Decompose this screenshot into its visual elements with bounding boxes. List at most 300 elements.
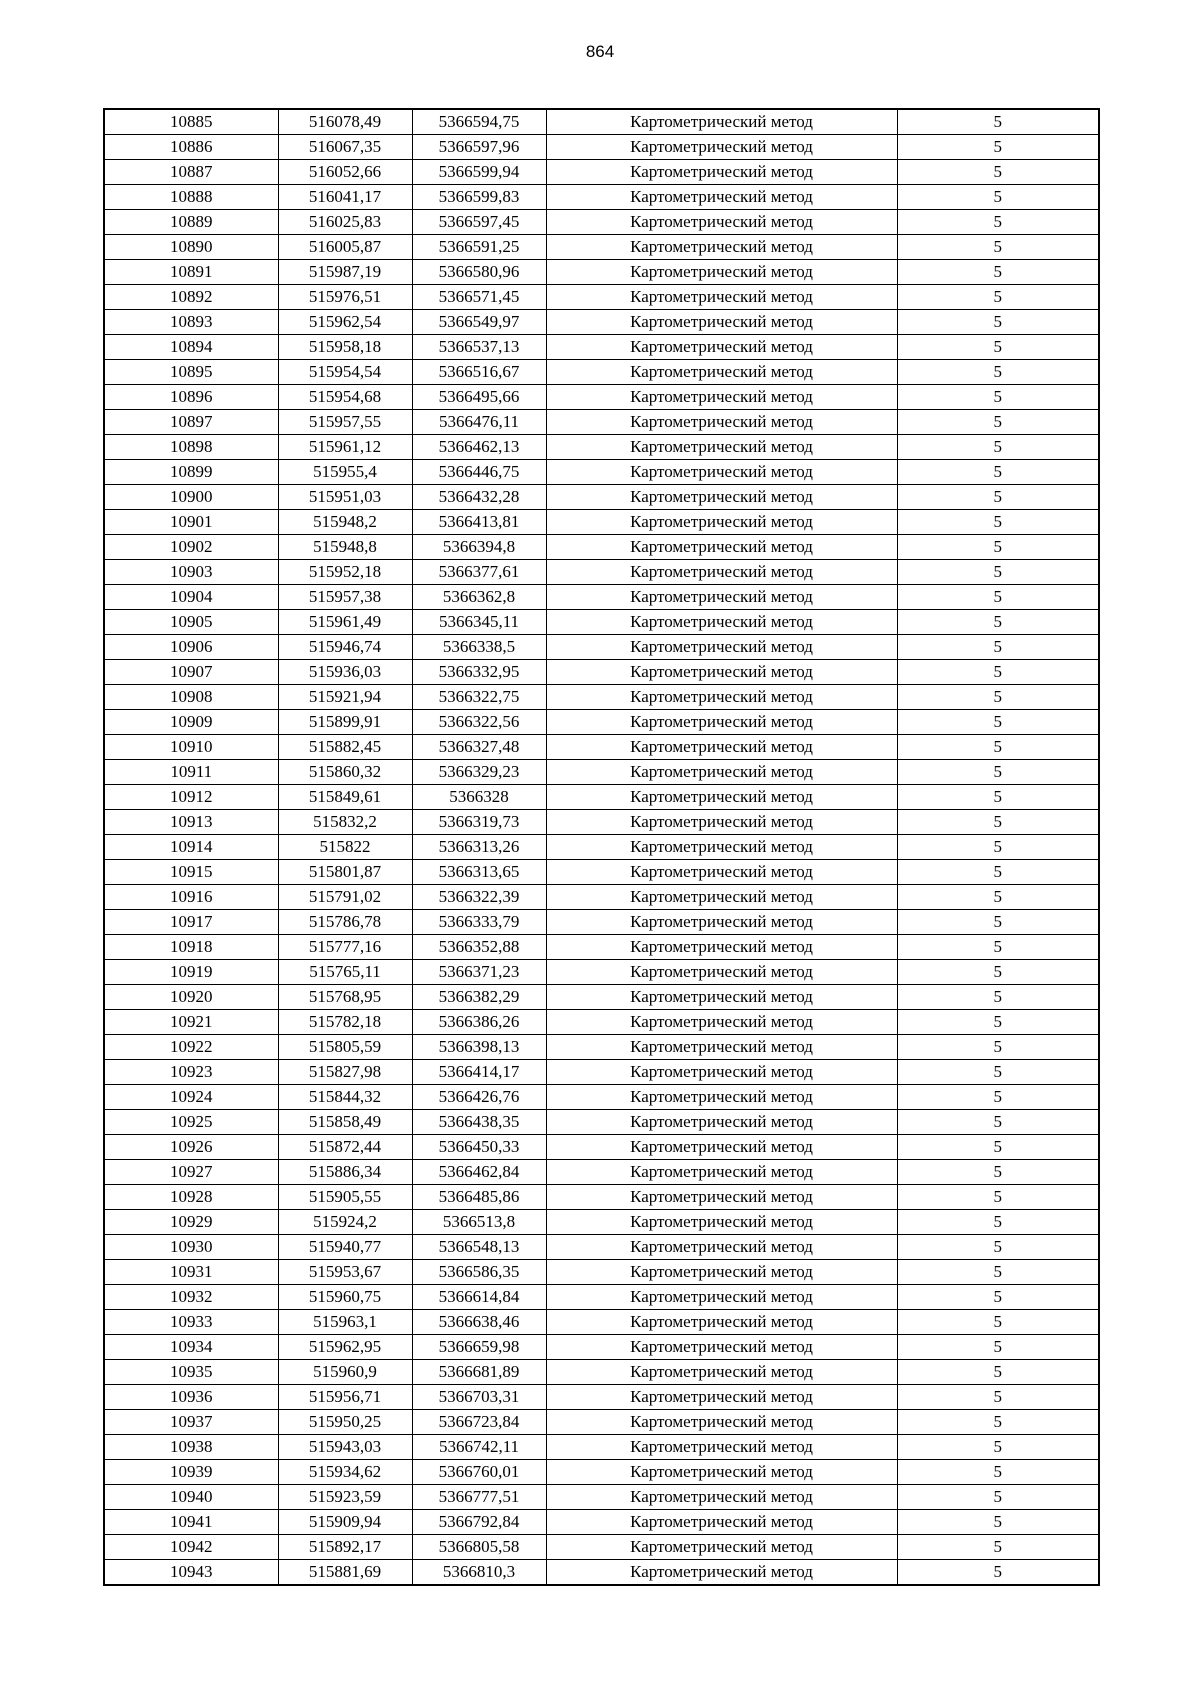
y-coordinate-cell: 5366777,51 (412, 1485, 546, 1510)
accuracy-cell: 5 (897, 1085, 1099, 1110)
point-number-cell: 10917 (104, 910, 278, 935)
method-cell: Картометрический метод (546, 1485, 897, 1510)
x-coordinate-cell: 515954,54 (278, 360, 412, 385)
y-coordinate-cell: 5366328 (412, 785, 546, 810)
point-number-cell: 10911 (104, 760, 278, 785)
y-coordinate-cell: 5366614,84 (412, 1285, 546, 1310)
x-coordinate-cell: 515957,55 (278, 410, 412, 435)
table-row (104, 985, 1099, 1010)
y-coordinate-cell: 5366597,45 (412, 210, 546, 235)
x-coordinate-cell: 515805,59 (278, 1035, 412, 1060)
method-cell: Картометрический метод (546, 1560, 897, 1586)
y-coordinate-cell: 5366742,11 (412, 1435, 546, 1460)
x-coordinate-cell: 515987,19 (278, 260, 412, 285)
method-cell: Картометрический метод (546, 1235, 897, 1260)
point-number-cell: 10935 (104, 1360, 278, 1385)
point-number-cell: 10922 (104, 1035, 278, 1060)
x-coordinate-cell: 515905,55 (278, 1185, 412, 1210)
point-number-cell: 10890 (104, 235, 278, 260)
x-coordinate-cell: 515777,16 (278, 935, 412, 960)
accuracy-cell: 5 (897, 760, 1099, 785)
point-number-cell: 10939 (104, 1460, 278, 1485)
method-cell: Картометрический метод (546, 1085, 897, 1110)
y-coordinate-cell: 5366599,83 (412, 185, 546, 210)
accuracy-cell: 5 (897, 1360, 1099, 1385)
table-row (104, 1010, 1099, 1035)
accuracy-cell: 5 (897, 610, 1099, 635)
method-cell: Картометрический метод (546, 610, 897, 635)
accuracy-cell: 5 (897, 910, 1099, 935)
x-coordinate-cell: 515943,03 (278, 1435, 412, 1460)
table-row (104, 1235, 1099, 1260)
accuracy-cell: 5 (897, 1185, 1099, 1210)
x-coordinate-cell: 515872,44 (278, 1135, 412, 1160)
table-row (104, 1410, 1099, 1435)
y-coordinate-cell: 5366681,89 (412, 1360, 546, 1385)
method-cell: Картометрический метод (546, 1510, 897, 1535)
method-cell: Картометрический метод (546, 585, 897, 610)
x-coordinate-cell: 515958,18 (278, 335, 412, 360)
y-coordinate-cell: 5366495,66 (412, 385, 546, 410)
x-coordinate-cell: 515950,25 (278, 1410, 412, 1435)
method-cell: Картометрический метод (546, 535, 897, 560)
point-number-cell: 10891 (104, 260, 278, 285)
coordinates-table (103, 108, 1100, 1586)
accuracy-cell: 5 (897, 660, 1099, 685)
accuracy-cell: 5 (897, 885, 1099, 910)
table-row (104, 1160, 1099, 1185)
accuracy-cell: 5 (897, 185, 1099, 210)
method-cell: Картометрический метод (546, 860, 897, 885)
table-row (104, 935, 1099, 960)
table-row (104, 560, 1099, 585)
y-coordinate-cell: 5366586,35 (412, 1260, 546, 1285)
x-coordinate-cell: 515957,38 (278, 585, 412, 610)
accuracy-cell: 5 (897, 1235, 1099, 1260)
point-number-cell: 10931 (104, 1260, 278, 1285)
accuracy-cell: 5 (897, 1535, 1099, 1560)
table-row (104, 660, 1099, 685)
y-coordinate-cell: 5366513,8 (412, 1210, 546, 1235)
point-number-cell: 10908 (104, 685, 278, 710)
x-coordinate-cell: 515976,51 (278, 285, 412, 310)
accuracy-cell: 5 (897, 210, 1099, 235)
y-coordinate-cell: 5366382,29 (412, 985, 546, 1010)
table-row (104, 860, 1099, 885)
x-coordinate-cell: 515849,61 (278, 785, 412, 810)
x-coordinate-cell: 515892,17 (278, 1535, 412, 1560)
method-cell: Картометрический метод (546, 160, 897, 185)
point-number-cell: 10934 (104, 1335, 278, 1360)
accuracy-cell: 5 (897, 435, 1099, 460)
accuracy-cell: 5 (897, 460, 1099, 485)
y-coordinate-cell: 5366345,11 (412, 610, 546, 635)
table-row (104, 210, 1099, 235)
table-row (104, 1535, 1099, 1560)
accuracy-cell: 5 (897, 985, 1099, 1010)
table-row (104, 310, 1099, 335)
table-row (104, 360, 1099, 385)
table-row (104, 1460, 1099, 1485)
accuracy-cell: 5 (897, 1310, 1099, 1335)
table-row (104, 460, 1099, 485)
method-cell: Картометрический метод (546, 835, 897, 860)
method-cell: Картометрический метод (546, 460, 897, 485)
point-number-cell: 10919 (104, 960, 278, 985)
x-coordinate-cell: 515963,1 (278, 1310, 412, 1335)
table-row (104, 1060, 1099, 1085)
point-number-cell: 10933 (104, 1310, 278, 1335)
point-number-cell: 10918 (104, 935, 278, 960)
point-number-cell: 10892 (104, 285, 278, 310)
table-row (104, 335, 1099, 360)
method-cell: Картометрический метод (546, 210, 897, 235)
point-number-cell: 10942 (104, 1535, 278, 1560)
table-row (104, 1310, 1099, 1335)
table-row (104, 1260, 1099, 1285)
x-coordinate-cell: 515791,02 (278, 885, 412, 910)
x-coordinate-cell: 515946,74 (278, 635, 412, 660)
y-coordinate-cell: 5366548,13 (412, 1235, 546, 1260)
x-coordinate-cell: 515909,94 (278, 1510, 412, 1535)
point-number-cell: 10925 (104, 1110, 278, 1135)
x-coordinate-cell: 515953,67 (278, 1260, 412, 1285)
accuracy-cell: 5 (897, 1335, 1099, 1360)
method-cell: Картометрический метод (546, 1260, 897, 1285)
accuracy-cell: 5 (897, 1460, 1099, 1485)
table-row (104, 960, 1099, 985)
point-number-cell: 10932 (104, 1285, 278, 1310)
y-coordinate-cell: 5366371,23 (412, 960, 546, 985)
table-row (104, 410, 1099, 435)
y-coordinate-cell: 5366394,8 (412, 535, 546, 560)
x-coordinate-cell: 515954,68 (278, 385, 412, 410)
x-coordinate-cell: 515881,69 (278, 1560, 412, 1586)
point-number-cell: 10895 (104, 360, 278, 385)
point-number-cell: 10902 (104, 535, 278, 560)
table-row (104, 585, 1099, 610)
y-coordinate-cell: 5366333,79 (412, 910, 546, 935)
x-coordinate-cell: 516052,66 (278, 160, 412, 185)
page-number: 864 (585, 42, 615, 61)
y-coordinate-cell: 5366446,75 (412, 460, 546, 485)
x-coordinate-cell: 515886,34 (278, 1160, 412, 1185)
y-coordinate-cell: 5366332,95 (412, 660, 546, 685)
accuracy-cell: 5 (897, 810, 1099, 835)
point-number-cell: 10888 (104, 185, 278, 210)
method-cell: Картометрический метод (546, 1060, 897, 1085)
method-cell: Картометрический метод (546, 1535, 897, 1560)
method-cell: Картометрический метод (546, 760, 897, 785)
x-coordinate-cell: 515899,91 (278, 710, 412, 735)
accuracy-cell: 5 (897, 1435, 1099, 1460)
x-coordinate-cell: 515960,75 (278, 1285, 412, 1310)
accuracy-cell: 5 (897, 1010, 1099, 1035)
x-coordinate-cell: 515962,54 (278, 310, 412, 335)
accuracy-cell: 5 (897, 1135, 1099, 1160)
accuracy-cell: 5 (897, 1485, 1099, 1510)
y-coordinate-cell: 5366792,84 (412, 1510, 546, 1535)
y-coordinate-cell: 5366638,46 (412, 1310, 546, 1335)
method-cell: Картометрический метод (546, 285, 897, 310)
method-cell: Картометрический метод (546, 435, 897, 460)
point-number-cell: 10926 (104, 1135, 278, 1160)
x-coordinate-cell: 515765,11 (278, 960, 412, 985)
method-cell: Картометрический метод (546, 109, 897, 135)
method-cell: Картометрический метод (546, 1010, 897, 1035)
x-coordinate-cell: 515786,78 (278, 910, 412, 935)
method-cell: Картометрический метод (546, 960, 897, 985)
x-coordinate-cell: 515782,18 (278, 1010, 412, 1035)
x-coordinate-cell: 515961,12 (278, 435, 412, 460)
point-number-cell: 10904 (104, 585, 278, 610)
point-number-cell: 10905 (104, 610, 278, 635)
accuracy-cell: 5 (897, 235, 1099, 260)
table-row (104, 610, 1099, 635)
method-cell: Картометрический метод (546, 260, 897, 285)
point-number-cell: 10936 (104, 1385, 278, 1410)
method-cell: Картометрический метод (546, 635, 897, 660)
method-cell: Картометрический метод (546, 910, 897, 935)
point-number-cell: 10928 (104, 1185, 278, 1210)
table-row (104, 1485, 1099, 1510)
method-cell: Картометрический метод (546, 1035, 897, 1060)
accuracy-cell: 5 (897, 285, 1099, 310)
x-coordinate-cell: 515923,59 (278, 1485, 412, 1510)
y-coordinate-cell: 5366571,45 (412, 285, 546, 310)
table-row (104, 235, 1099, 260)
accuracy-cell: 5 (897, 1560, 1099, 1586)
x-coordinate-cell: 515952,18 (278, 560, 412, 585)
table-row (104, 1335, 1099, 1360)
method-cell: Картометрический метод (546, 1310, 897, 1335)
method-cell: Картометрический метод (546, 410, 897, 435)
x-coordinate-cell: 515934,62 (278, 1460, 412, 1485)
table-row (104, 1435, 1099, 1460)
table-row (104, 185, 1099, 210)
x-coordinate-cell: 516025,83 (278, 210, 412, 235)
accuracy-cell: 5 (897, 1110, 1099, 1135)
y-coordinate-cell: 5366810,3 (412, 1560, 546, 1586)
accuracy-cell: 5 (897, 735, 1099, 760)
accuracy-cell: 5 (897, 1410, 1099, 1435)
table-row (104, 435, 1099, 460)
method-cell: Картометрический метод (546, 785, 897, 810)
method-cell: Картометрический метод (546, 660, 897, 685)
method-cell: Картометрический метод (546, 1435, 897, 1460)
x-coordinate-cell: 515858,49 (278, 1110, 412, 1135)
accuracy-cell: 5 (897, 560, 1099, 585)
point-number-cell: 10900 (104, 485, 278, 510)
y-coordinate-cell: 5366580,96 (412, 260, 546, 285)
y-coordinate-cell: 5366398,13 (412, 1035, 546, 1060)
table-row (104, 835, 1099, 860)
table-row (104, 1510, 1099, 1535)
accuracy-cell: 5 (897, 1385, 1099, 1410)
table-row (104, 735, 1099, 760)
accuracy-cell: 5 (897, 310, 1099, 335)
point-number-cell: 10940 (104, 1485, 278, 1510)
point-number-cell: 10886 (104, 135, 278, 160)
y-coordinate-cell: 5366703,31 (412, 1385, 546, 1410)
y-coordinate-cell: 5366432,28 (412, 485, 546, 510)
point-number-cell: 10910 (104, 735, 278, 760)
point-number-cell: 10885 (104, 109, 278, 135)
accuracy-cell: 5 (897, 109, 1099, 135)
x-coordinate-cell: 515961,49 (278, 610, 412, 635)
table-row (104, 535, 1099, 560)
point-number-cell: 10927 (104, 1160, 278, 1185)
table-row (104, 135, 1099, 160)
method-cell: Картометрический метод (546, 685, 897, 710)
method-cell: Картометрический метод (546, 710, 897, 735)
table-row (104, 1185, 1099, 1210)
point-number-cell: 10913 (104, 810, 278, 835)
y-coordinate-cell: 5366450,33 (412, 1135, 546, 1160)
table-row (104, 1135, 1099, 1160)
y-coordinate-cell: 5366597,96 (412, 135, 546, 160)
table-row (104, 510, 1099, 535)
table-row (104, 1085, 1099, 1110)
y-coordinate-cell: 5366313,65 (412, 860, 546, 885)
x-coordinate-cell: 515801,87 (278, 860, 412, 885)
y-coordinate-cell: 5366594,75 (412, 109, 546, 135)
point-number-cell: 10916 (104, 885, 278, 910)
point-number-cell: 10897 (104, 410, 278, 435)
x-coordinate-cell: 515940,77 (278, 1235, 412, 1260)
method-cell: Картометрический метод (546, 335, 897, 360)
method-cell: Картометрический метод (546, 1385, 897, 1410)
y-coordinate-cell: 5366322,75 (412, 685, 546, 710)
table-row (104, 1285, 1099, 1310)
accuracy-cell: 5 (897, 710, 1099, 735)
point-number-cell: 10912 (104, 785, 278, 810)
table-row (104, 285, 1099, 310)
y-coordinate-cell: 5366591,25 (412, 235, 546, 260)
y-coordinate-cell: 5366462,84 (412, 1160, 546, 1185)
x-coordinate-cell: 515956,71 (278, 1385, 412, 1410)
point-number-cell: 10887 (104, 160, 278, 185)
y-coordinate-cell: 5366537,13 (412, 335, 546, 360)
point-number-cell: 10896 (104, 385, 278, 410)
y-coordinate-cell: 5366659,98 (412, 1335, 546, 1360)
method-cell: Картометрический метод (546, 810, 897, 835)
point-number-cell: 10903 (104, 560, 278, 585)
point-number-cell: 10893 (104, 310, 278, 335)
method-cell: Картометрический метод (546, 1135, 897, 1160)
table-row (104, 810, 1099, 835)
accuracy-cell: 5 (897, 1260, 1099, 1285)
point-number-cell: 10899 (104, 460, 278, 485)
method-cell: Картометрический метод (546, 135, 897, 160)
y-coordinate-cell: 5366362,8 (412, 585, 546, 610)
method-cell: Картометрический метод (546, 935, 897, 960)
accuracy-cell: 5 (897, 485, 1099, 510)
accuracy-cell: 5 (897, 135, 1099, 160)
method-cell: Картометрический метод (546, 1185, 897, 1210)
x-coordinate-cell: 515948,8 (278, 535, 412, 560)
point-number-cell: 10937 (104, 1410, 278, 1435)
method-cell: Картометрический метод (546, 485, 897, 510)
table-row (104, 910, 1099, 935)
accuracy-cell: 5 (897, 1060, 1099, 1085)
accuracy-cell: 5 (897, 385, 1099, 410)
accuracy-cell: 5 (897, 635, 1099, 660)
accuracy-cell: 5 (897, 1210, 1099, 1235)
accuracy-cell: 5 (897, 585, 1099, 610)
method-cell: Картометрический метод (546, 1210, 897, 1235)
point-number-cell: 10889 (104, 210, 278, 235)
y-coordinate-cell: 5366413,81 (412, 510, 546, 535)
point-number-cell: 10898 (104, 435, 278, 460)
table-row (104, 485, 1099, 510)
point-number-cell: 10901 (104, 510, 278, 535)
accuracy-cell: 5 (897, 160, 1099, 185)
x-coordinate-cell: 515860,32 (278, 760, 412, 785)
point-number-cell: 10920 (104, 985, 278, 1010)
accuracy-cell: 5 (897, 1035, 1099, 1060)
x-coordinate-cell: 515936,03 (278, 660, 412, 685)
x-coordinate-cell: 515955,4 (278, 460, 412, 485)
y-coordinate-cell: 5366476,11 (412, 410, 546, 435)
x-coordinate-cell: 515882,45 (278, 735, 412, 760)
point-number-cell: 10938 (104, 1435, 278, 1460)
table-body (104, 109, 1099, 1585)
point-number-cell: 10909 (104, 710, 278, 735)
point-number-cell: 10894 (104, 335, 278, 360)
method-cell: Картометрический метод (546, 560, 897, 585)
method-cell: Картометрический метод (546, 1110, 897, 1135)
accuracy-cell: 5 (897, 360, 1099, 385)
x-coordinate-cell: 515960,9 (278, 1360, 412, 1385)
y-coordinate-cell: 5366386,26 (412, 1010, 546, 1035)
y-coordinate-cell: 5366438,35 (412, 1110, 546, 1135)
y-coordinate-cell: 5366313,26 (412, 835, 546, 860)
accuracy-cell: 5 (897, 685, 1099, 710)
x-coordinate-cell: 515962,95 (278, 1335, 412, 1360)
accuracy-cell: 5 (897, 860, 1099, 885)
method-cell: Картометрический метод (546, 360, 897, 385)
method-cell: Картометрический метод (546, 310, 897, 335)
point-number-cell: 10923 (104, 1060, 278, 1085)
point-number-cell: 10941 (104, 1510, 278, 1535)
x-coordinate-cell: 515827,98 (278, 1060, 412, 1085)
point-number-cell: 10943 (104, 1560, 278, 1586)
y-coordinate-cell: 5366327,48 (412, 735, 546, 760)
method-cell: Картометрический метод (546, 735, 897, 760)
y-coordinate-cell: 5366599,94 (412, 160, 546, 185)
method-cell: Картометрический метод (546, 1285, 897, 1310)
y-coordinate-cell: 5366485,86 (412, 1185, 546, 1210)
y-coordinate-cell: 5366319,73 (412, 810, 546, 835)
accuracy-cell: 5 (897, 510, 1099, 535)
x-coordinate-cell: 515924,2 (278, 1210, 412, 1235)
table-row (104, 885, 1099, 910)
y-coordinate-cell: 5366805,58 (412, 1535, 546, 1560)
method-cell: Картометрический метод (546, 235, 897, 260)
accuracy-cell: 5 (897, 1510, 1099, 1535)
x-coordinate-cell: 515832,2 (278, 810, 412, 835)
table-row (104, 1035, 1099, 1060)
accuracy-cell: 5 (897, 960, 1099, 985)
table-row (104, 1560, 1099, 1586)
method-cell: Картометрический метод (546, 1335, 897, 1360)
method-cell: Картометрический метод (546, 185, 897, 210)
table-row (104, 1110, 1099, 1135)
x-coordinate-cell: 515844,32 (278, 1085, 412, 1110)
accuracy-cell: 5 (897, 410, 1099, 435)
y-coordinate-cell: 5366352,88 (412, 935, 546, 960)
